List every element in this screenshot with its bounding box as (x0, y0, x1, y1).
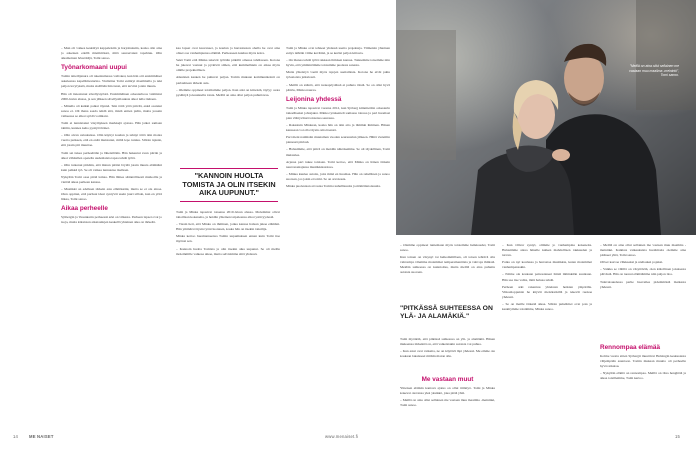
paragraph: – Kun Oliver syntyi, olimme jo vanhempina kokeneita. Halusimme antaa hänelle kaiken mahdollisen rakkauden ja turvan. (502, 243, 592, 258)
paragraph: Perheen arki rakentuu yhteisten hetkien ympärille. Viikonloppuisin he käyvät metsäretkillä ja tekevät ruokaa yhdessä. (502, 284, 592, 299)
paragraph: Tomi sai tukea perheeltään ja läheisiltään. Hän hakeutui avun piiriin ja alkoi vähitellen opetella uudenlaista tapaa tehdä työtä. (61, 150, 162, 160)
paragraph: Yhteisen elämän kantava ajatus on ollut tiimityö. Tomi ja Minka kokevat olevansa yksi yksikkö, joka pitää yhtä. (400, 386, 495, 396)
paragraph: – Olin aivan uuvuksissa. Olin käynyt koulun ja tehnyt töitä niin monta vuotta putkeen, että en enää muistanut, miltä lepo tuntuu. Silloin tajusin, että jotain piti muuttaa. (61, 133, 162, 148)
paragraph: – Vaikka se välillä on väsyttävää, olen kiitollinen jokaisesta päivästä. Hän on tuonut elämäämme niin paljon iloa. (600, 267, 686, 277)
paragraph: – On ihanaa tehdä työtä rakkaan ihmisen kanssa. Tunnemme toisemme niin hyvin, että ymmärrämme toisiamme puolesta sanasta. (286, 58, 390, 68)
paragraph: – Emme ole koskaan painostaneet häntä mihinkään suuntaan. Hän saa itse valita, mitä haluaa tehdä. (502, 272, 592, 282)
col2-body-2 (176, 210, 280, 257)
paragraph: Pari meni naimisiin muutaman vuoden seurustelun jälkeen. Häitä vietettiin pienessä piirissä. (286, 135, 390, 145)
paragraph: Sekä Tomi että Minka tekevät työtään pitkälti omassa tahdissaan. Kotona he jakavat vastuut ja pyrkivät siihen, että kummallakin on aikaa myös omille projekteilleen. (176, 58, 280, 73)
paragraph: Tomi ja Minka tapasivat vuonna 2012, kun Sjöberg kiinnitettiin orkesterin taiteelliseksi johtajaksi. Minka työskenteli samassa talossa ja pari huomasi pian viihtyvänsä toistensa seurassa. (286, 105, 390, 120)
subheading-rennompaa-elamaa: Rennompaa elämää (600, 344, 661, 351)
paragraph: – Kun asiat ovat vaikeita, ne on käytävä läpi yhdessä. Me emme ole koskaan lakaisseet mitään maton alle. (400, 349, 495, 359)
paragraph: Minka puolestaan arvostaa Tomin rauhallisuutta ja määrätietoisuutta. (286, 183, 381, 188)
paragraph: – Minka kuulee asioita, joita minä en huomaa. Hän on rehellinen ja sanoo suoraan, jos jokin ei toimi. Se on arvokasta. (286, 171, 390, 181)
paragraph: Tulevaisuudessa perhe haaveilee pidemmästä matkasta yhdessä. (600, 279, 686, 289)
paragraph: Tomi ja Minka tapasivat toisensa 2010-luvun alussa. Molemmat olivat tahoillaan kokeneita, ja heidän yhteinen taipaleensa alkoi ystävyydestä. (176, 210, 280, 220)
col2-body (176, 46, 280, 164)
paragraph: – Musiikki on edelleen tärkein asia elämässäni, mutta se ei ole ainoa. Olen oppinut, että parhaat ideat syntyvät usein juuri silloin, kun en yritä liikaa, Tomi sanoo. (61, 187, 162, 202)
paragraph: – Rakastuin Minkaan, koska hän on niin aito ja lämmin ihminen. Hänen kanssaan voi olla täysin oma itsensä. (286, 123, 390, 133)
couple-photo (396, 0, 696, 235)
paragraph: – Olemme oppineet tuntemaan myös toistemme heikkoudet, Tomi sanoo. (400, 243, 495, 253)
article-column-1 (61, 46, 162, 441)
subheading-leijonina-yhdessa: Leijonina yhdessä (286, 95, 342, 103)
page-number-right: 15 (675, 434, 681, 439)
paragraph: Tomi myöntää, että pitkässä suhteessa on ylä- ja alamäkiä. Hänen mukaansa tärkeintä on, että vaikeistakin asioista voi puhua. (400, 337, 495, 347)
paragraph: Tomi ja Minka ovat tehneet yhdessä useita projekteja. Viimeisin yhteinen esitys nähtiin viime keväänä, ja se keräsi paljon kiitosta. (286, 46, 390, 56)
col4-body (400, 243, 495, 301)
photo-caption: "Meillä on aina ollut sellainen me vastaan muu maailma -meininki", Tomi sanoo. (629, 64, 679, 78)
paragraph: – Nykyään elämä on rennompaa. Meillä on tilaa hengittää ja aikaa toisillemme, Tomi kertoo. (600, 371, 686, 381)
col1-body (61, 74, 162, 202)
col1-end (61, 215, 162, 225)
paragraph: Aikuisten kesken he puhuvat paljon. Tomin mukaan kommunikointi on parisuhteen tärkein asia. (176, 75, 280, 85)
paragraph: Kolme vuotta sitten Sjöbergit muuttivat Helsingin keskustasta väljempään asuntoon. Tomin mukaan muutto oli perheelle hyvä ratkaisu. (600, 354, 686, 369)
article-column-5 (502, 243, 592, 443)
paragraph: Oliver kasvaa vilkkaaksi ja uteliaaksi pojaksi. (600, 260, 664, 265)
col4-body-2 (400, 337, 495, 373)
paragraph: Minka kertoo huomanneensa Tomin uupumuksen ennen kuin Tomi itse myönsi sen. (176, 234, 280, 244)
col6-body (600, 243, 686, 341)
col3-body-2 (286, 106, 390, 189)
col4-body-3 (400, 386, 495, 408)
paragraph: kaa lapset ovat kasvaneet, ja koulun ja harrastusten ohella he ovat aina olleet osa vanhempiensa elämää. Perheeseen kuuluu myös koira. (176, 46, 280, 56)
couple-photo-illustration (396, 0, 696, 235)
paragraph: Sjöbergin ja Vasankarin perheessä arki on vilkasta. Perheen lapset ovat jo isoja, mutta kiireisten aikataulujen keskellä yhteinen aika on tärkeää. (61, 215, 162, 225)
pull-quote-2: "PITKÄSSÄ SUHTEESSA ON YLÄ- JA ALAMÄKIÄ." (400, 305, 493, 321)
article-column-6 (600, 243, 686, 443)
subheading-aikaa-perheelle: Aikaa perheelle (61, 205, 108, 213)
page-number-left: 14 (13, 434, 19, 439)
website-url: www.menaiset.fi (325, 434, 359, 439)
paragraph: – Se on meille tärkeää aikaa. Silloin puhelimet ovat pois ja keskitymme toisiimme, Minka sanoo. (502, 301, 592, 312)
article-column-2 (176, 46, 280, 441)
article-column-3 (286, 46, 390, 441)
paragraph: – Halusimme, että päivä on meidän näköisemme. Se oli täydellinen, Tomi muistelee. (286, 147, 390, 157)
paragraph: – Meillä on aina ollut sellainen me vastaan muu maailma -meininki, Tomi sanoo. (400, 398, 495, 408)
paragraph: Hän oli innostunut sävellystyöstä. Ensimmäinen orkesteriteos valmistui 2000-luvun alussa, ja sen jälkeen sävellystilauksia alkoi tulla tiuhaan. (61, 91, 162, 101)
paragraph: – Tiesin heti, että Minka on ihminen, jonka kanssa haluan jakaa elämäni. Hän ymmärsi täysin työni luonteen, koska hän on itsekin taiteilija. (176, 222, 280, 232)
col3-body (286, 46, 390, 93)
pull-quote-1: "KANNOIN HUOLTA TOMISTA JA OLIN ITSEKIN AIKA UUPUNUT." (180, 168, 278, 202)
paragraph: Kun toinen on väsynyt tai heikommillaan, oli toisen tehtävä olla vahvempi. Olemme molemmat temperamenttisia ja vahvoja ihmisiä. Meidän suhteessa on kunnioitus, mutta meillä on aina puhuttu asioista suoraan. (400, 255, 495, 275)
paragraph: – Kannoin huolta Tomista ja olin itsekin aika uupunut. Se oli meille molemmille vaikeaa aikaa, mutta selvisimme siitä yhdessä. (176, 246, 280, 256)
paragraph: Tomin taiteilijanura oli rakentumassa vahvaksi, kun hän otti ensimmäiset askeleensa kapellimestarina. Viulistina Tomi esiintyi maailmalla ja teki paljon levytyksiä, mutta sisällään hän tunsi, että tarvitsi jotain muuta. (61, 74, 162, 89)
paragraph: – Meillä on aina ollut sellainen me vastaan muu maailma -meininki. Kaikista vaikeuksista huolimatta olemme aina pitäneet yhtä, Tomi sanoo. (600, 243, 686, 258)
paragraph: – Olin tuntenut pitkään, että minun pitäisi löytää jotain muuta elämääni kuin pelkkä työ. Se oli vaikea tunnustaa itselleen. (61, 162, 162, 172)
magazine-name: ME NAISET (29, 434, 54, 439)
paragraph: Poika on nyt koulussa ja harrastaa musiikkia, kuten molemmat vanhempansakin. (502, 260, 592, 270)
col1-intro (61, 46, 162, 61)
paragraph: – Meillä on sääntö, että ruokapöydässä ei puhuta töistä. Se on ollut hyvä päätös, Minka nauraa. (286, 82, 390, 92)
paragraph: Arjessa pari tukee toisiaan. Tomi kertoo, että Minka on hänen tärkein neuvonantajansa musiikkiasioissa. (286, 159, 390, 169)
paragraph: Mutta yhteistyö vaatii myös rajojen asettamista. Kotona he eivät puhu työasioista jatkuvasti. (286, 70, 390, 80)
subheading-me-vastaan-muut: Me vastaan muut (421, 376, 474, 383)
paragraph: Nykyään Tomi osaa pitää lomaa. Hän lähtee säännöllisesti matkoille ja viettää aikaa perheen kanssa. (61, 174, 162, 184)
subheading-tyonarkomaani: Työnarkomaani uupui (61, 64, 127, 72)
paragraph: – Olemme oppineet toisiltamme paljon. Kun arki on kiireistä, täytyy osata pysähtyä ja kuunnella toista. Meillä on aina ollut paljon puhuttavaa. (176, 87, 280, 97)
col6-body-2 (600, 354, 686, 381)
article-column-4 (400, 243, 495, 443)
paragraph: – Minulla oli kaikki paikat täynnä. Tein töitä yötä päivää, enkä osannut sanoa ei. Oli ihana saada tehdä sitä, mistä eniten pidin, mutta jossain vaiheessa se alkoi syödä voimiani. (61, 103, 162, 118)
paragraph: – Mun oli vaikea keskittyä kappaleisiin ja harjoituksiin, koska olin aina jo askeleen edellä miettimässä, mitä seuraavaksi tapahtuu. Olin aikamoinen hössöttäjä, Tomi sanoo. (61, 46, 162, 61)
paragraph: Tomi ei tunnistanut väsymyksen merkkejä ajoissa. Hän jatkoi samaan tahtiin, kunnes keho pysäytti hänet. (61, 121, 162, 131)
col5-body (502, 243, 592, 312)
